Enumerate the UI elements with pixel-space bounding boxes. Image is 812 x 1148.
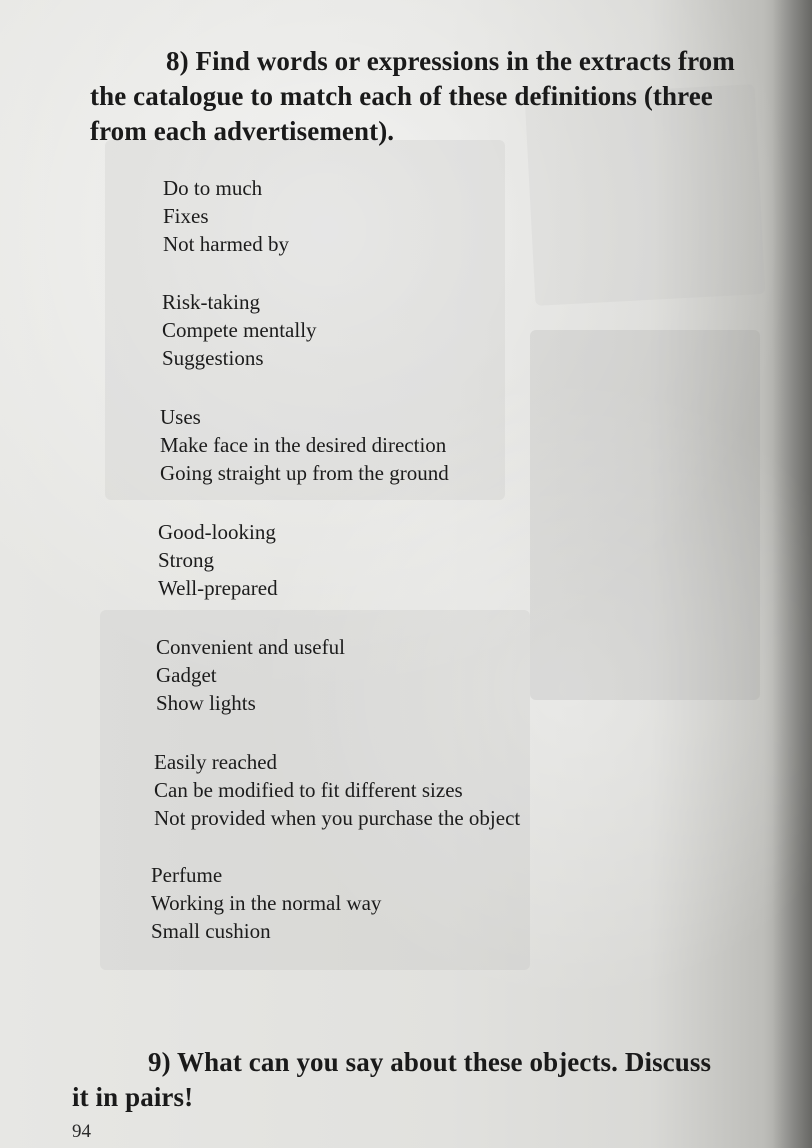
definition-item: Easily reached [154,750,278,774]
definition-item: Good-looking [158,520,276,544]
definition-item: Make face in the desired direction [160,433,447,457]
task-8-heading-line: 8) Find words or expressions in the extracts from [166,46,735,76]
task-9-heading [72,1045,792,1115]
definition-group [154,748,520,832]
definition-group [163,174,289,258]
page-number: 94 [72,1121,91,1142]
definition-item: Strong [158,548,215,572]
definition-item: Gadget [156,663,217,687]
task-8-heading-line: from each advertisement). [90,116,395,146]
definition-group [158,518,278,602]
definition-item: Risk-taking [162,290,260,314]
definition-item: Small cushion [151,919,271,943]
definition-group [151,861,381,945]
definition-group [156,633,345,717]
task-9-heading-line: it in pairs! [72,1082,194,1112]
definition-item: Going straight up from the ground [160,461,449,485]
definition-item: Fixes [163,204,209,228]
definition-item: Can be modified to fit different sizes [154,778,463,802]
definition-item: Not provided when you purchase the object [154,806,521,830]
definition-group [160,403,449,487]
definition-item: Uses [160,405,201,429]
definition-item: Suggestions [162,346,264,370]
task-9-heading-line: 9) What can you say about these objects. Discuss [148,1047,712,1077]
definition-item: Not harmed by [163,232,289,256]
definition-item: Well-prepared [158,576,278,600]
definition-item: Do to much [163,176,263,200]
task-8-heading-line: the catalogue to match each of these definitions (three [90,81,713,111]
definition-group [162,288,317,372]
definition-item: Perfume [151,863,223,887]
definition-item: Convenient and useful [156,635,345,659]
definition-item: Show lights [156,691,256,715]
definition-item: Working in the normal way [151,891,382,915]
definition-item: Compete mentally [162,318,317,342]
